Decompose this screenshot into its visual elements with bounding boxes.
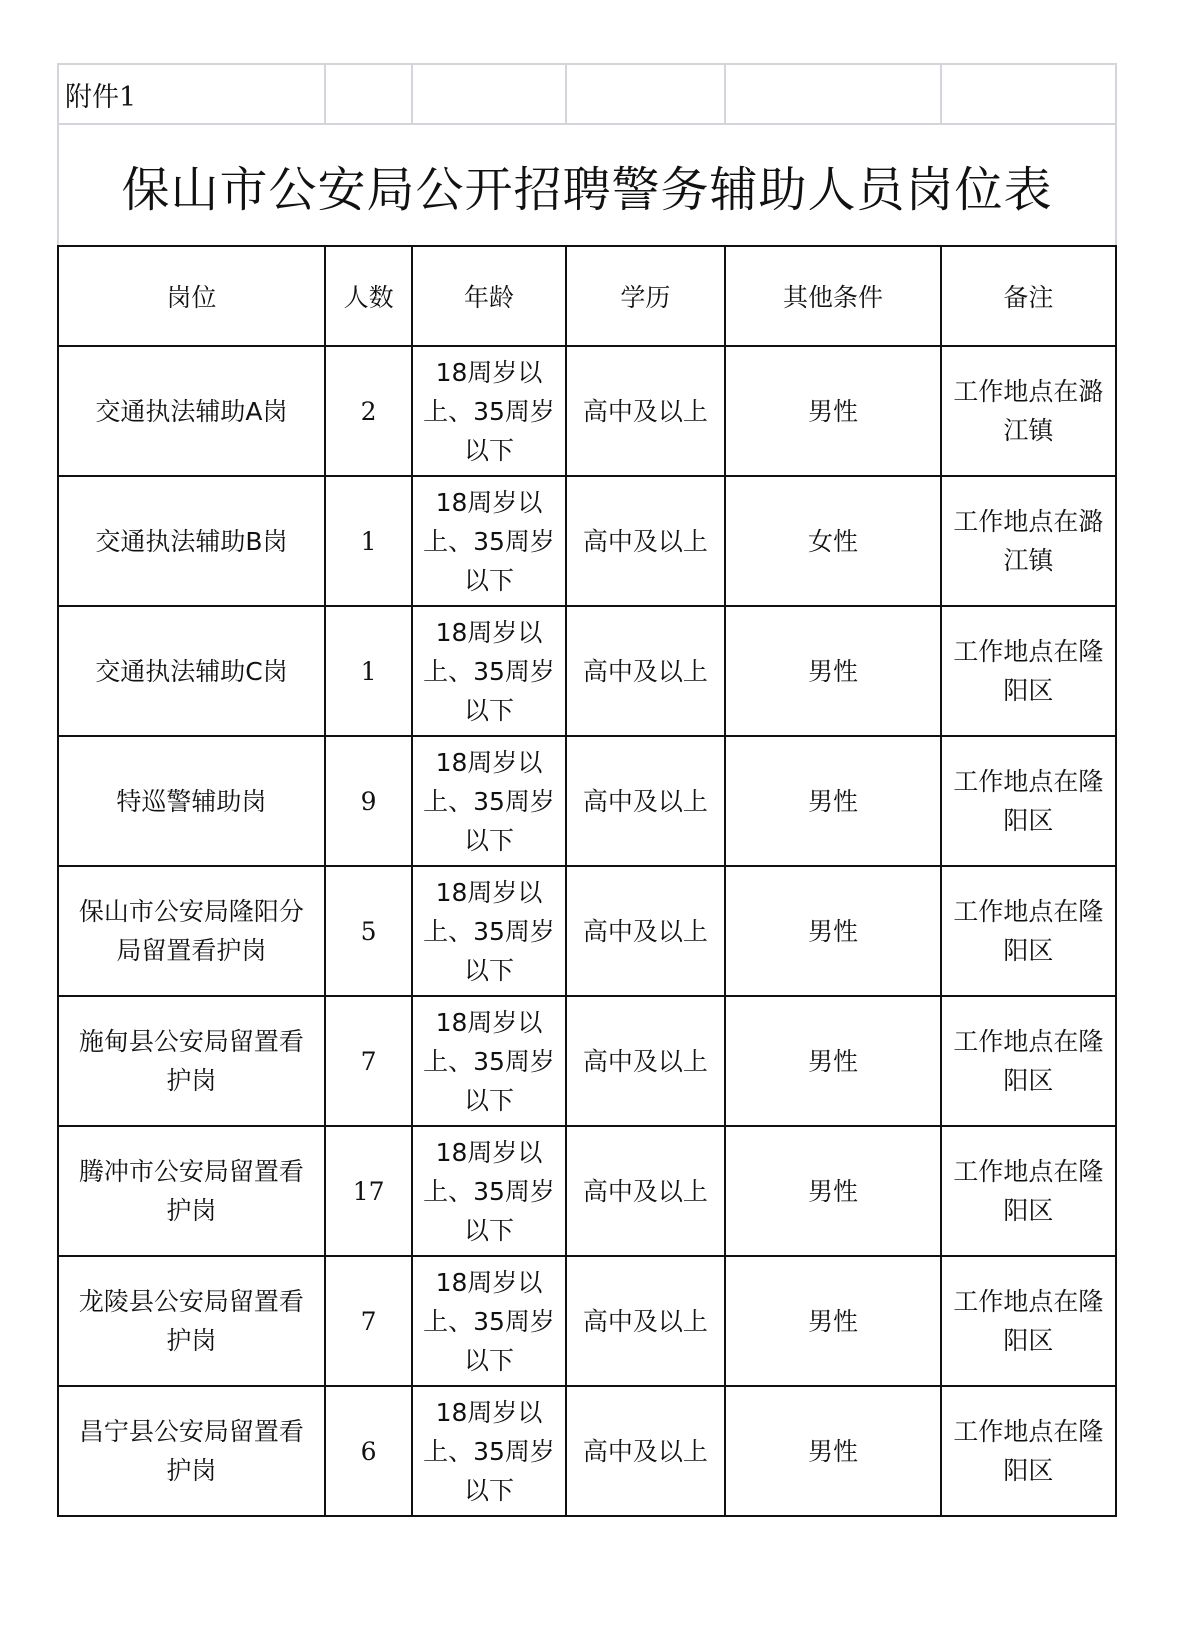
education-cell: 高中及以上 bbox=[566, 606, 725, 736]
note-cell: 工作地点在潞江镇 bbox=[941, 476, 1116, 606]
note-cell: 工作地点在潞江镇 bbox=[941, 346, 1116, 476]
count-cell: 6 bbox=[325, 1386, 413, 1516]
count-cell: 17 bbox=[325, 1126, 413, 1256]
note-cell: 工作地点在隆阳区 bbox=[941, 1386, 1116, 1516]
age-cell: 18周岁以上、35周岁以下 bbox=[412, 736, 565, 866]
empty-cell bbox=[725, 64, 941, 124]
table-row bbox=[58, 1126, 1116, 1256]
education-cell: 高中及以上 bbox=[566, 476, 725, 606]
count-cell: 1 bbox=[325, 606, 413, 736]
other-condition-cell: 男性 bbox=[725, 996, 941, 1126]
education-cell: 高中及以上 bbox=[566, 1386, 725, 1516]
note-cell: 工作地点在隆阳区 bbox=[941, 606, 1116, 736]
note-cell: 工作地点在隆阳区 bbox=[941, 1256, 1116, 1386]
empty-cell bbox=[325, 64, 413, 124]
recruitment-table-sheet bbox=[57, 63, 1117, 1517]
education-cell: 高中及以上 bbox=[566, 1256, 725, 1386]
column-header-note: 备注 bbox=[941, 246, 1116, 346]
note-cell: 工作地点在隆阳区 bbox=[941, 996, 1116, 1126]
position-cell: 施甸县公安局留置看护岗 bbox=[58, 996, 325, 1126]
table-row bbox=[58, 346, 1116, 476]
position-table bbox=[57, 63, 1117, 1517]
education-cell: 高中及以上 bbox=[566, 736, 725, 866]
table-row bbox=[58, 606, 1116, 736]
column-header-count: 人数 bbox=[325, 246, 413, 346]
age-cell: 18周岁以上、35周岁以下 bbox=[412, 476, 565, 606]
other-condition-cell: 男性 bbox=[725, 736, 941, 866]
column-header-other: 其他条件 bbox=[725, 246, 941, 346]
other-condition-cell: 男性 bbox=[725, 606, 941, 736]
age-cell: 18周岁以上、35周岁以下 bbox=[412, 1256, 565, 1386]
education-cell: 高中及以上 bbox=[566, 1126, 725, 1256]
education-cell: 高中及以上 bbox=[566, 866, 725, 996]
note-cell: 工作地点在隆阳区 bbox=[941, 1126, 1116, 1256]
age-cell: 18周岁以上、35周岁以下 bbox=[412, 996, 565, 1126]
count-cell: 7 bbox=[325, 1256, 413, 1386]
other-condition-cell: 女性 bbox=[725, 476, 941, 606]
title-row bbox=[58, 124, 1116, 246]
education-cell: 高中及以上 bbox=[566, 996, 725, 1126]
count-cell: 2 bbox=[325, 346, 413, 476]
position-cell: 交通执法辅助A岗 bbox=[58, 346, 325, 476]
position-cell: 昌宁县公安局留置看护岗 bbox=[58, 1386, 325, 1516]
empty-cell bbox=[412, 64, 565, 124]
empty-cell bbox=[566, 64, 725, 124]
note-cell: 工作地点在隆阳区 bbox=[941, 866, 1116, 996]
other-condition-cell: 男性 bbox=[725, 866, 941, 996]
position-cell: 特巡警辅助岗 bbox=[58, 736, 325, 866]
age-cell: 18周岁以上、35周岁以下 bbox=[412, 1386, 565, 1516]
age-cell: 18周岁以上、35周岁以下 bbox=[412, 1126, 565, 1256]
page-title: 保山市公安局公开招聘警务辅助人员岗位表 bbox=[58, 124, 1116, 246]
other-condition-cell: 男性 bbox=[725, 1256, 941, 1386]
table-row bbox=[58, 1386, 1116, 1516]
table-row bbox=[58, 1256, 1116, 1386]
table-row bbox=[58, 996, 1116, 1126]
annex-row bbox=[58, 64, 1116, 124]
position-cell: 交通执法辅助B岗 bbox=[58, 476, 325, 606]
count-cell: 5 bbox=[325, 866, 413, 996]
count-cell: 1 bbox=[325, 476, 413, 606]
count-cell: 9 bbox=[325, 736, 413, 866]
other-condition-cell: 男性 bbox=[725, 1126, 941, 1256]
other-condition-cell: 男性 bbox=[725, 346, 941, 476]
empty-cell bbox=[941, 64, 1116, 124]
column-header-education: 学历 bbox=[566, 246, 725, 346]
count-cell: 7 bbox=[325, 996, 413, 1126]
table-row bbox=[58, 736, 1116, 866]
column-header-age: 年龄 bbox=[412, 246, 565, 346]
age-cell: 18周岁以上、35周岁以下 bbox=[412, 866, 565, 996]
age-cell: 18周岁以上、35周岁以下 bbox=[412, 606, 565, 736]
position-cell: 腾冲市公安局留置看护岗 bbox=[58, 1126, 325, 1256]
column-header-position: 岗位 bbox=[58, 246, 325, 346]
position-cell: 龙陵县公安局留置看护岗 bbox=[58, 1256, 325, 1386]
other-condition-cell: 男性 bbox=[725, 1386, 941, 1516]
table-row bbox=[58, 866, 1116, 996]
position-cell: 交通执法辅助C岗 bbox=[58, 606, 325, 736]
note-cell: 工作地点在隆阳区 bbox=[941, 736, 1116, 866]
age-cell: 18周岁以上、35周岁以下 bbox=[412, 346, 565, 476]
education-cell: 高中及以上 bbox=[566, 346, 725, 476]
header-row bbox=[58, 246, 1116, 346]
annex-label: 附件1 bbox=[58, 64, 325, 124]
position-cell: 保山市公安局隆阳分局留置看护岗 bbox=[58, 866, 325, 996]
table-row bbox=[58, 476, 1116, 606]
